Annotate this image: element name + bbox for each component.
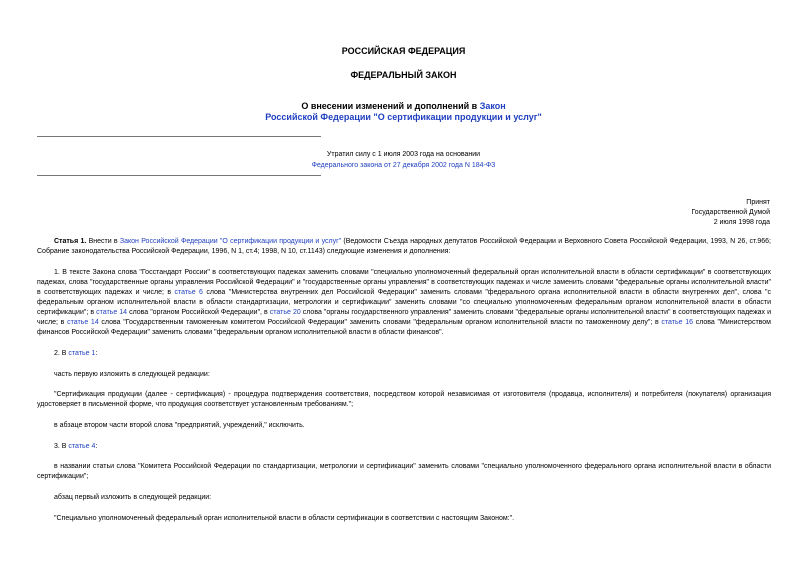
federation-heading: РОССИЙСКАЯ ФЕДЕРАЦИЯ [341,46,466,56]
article-16-link[interactable]: статье 16 [661,319,694,326]
law-title-link-1[interactable]: Закон [479,101,506,111]
article-1-text-1: Внести в [86,238,120,245]
item-3-heading [37,442,771,452]
item-1-paragraph [37,268,771,338]
law-type-heading: ФЕДЕРАЛЬНЫЙ ЗАКОН [350,70,457,80]
item-1-text-5: слова "Государственным таможенным комитетом Российской Федерации" заменить словами "федеральным органом исполнительной власти по таможенному делу"; в [98,319,662,326]
law-title-link-2[interactable]: Российской Федерации "О сертификации продукции и услуг" [265,112,542,122]
item-2-paragraph-2: "Сертификация продукции (далее - сертификация) - процедура подтверждения соответствия, посредством которой независимая от изготовителя (продавца, исполнителя) и потребителя (покупателя) организация удостоверяет в письменной форме, что продукция соответствует установленным требованиям."; [37,391,771,408]
item-2-text-2: : [95,350,98,357]
item-3-text-2: : [95,443,98,450]
item-1-text-4: слова "органы государственного управления" заменить словами "федеральные органы исполнительной власти" в соответствующих падежах и числе; в [37,309,771,326]
top-divider [37,136,321,137]
article-1-link[interactable]: статье 1 [68,350,96,357]
article-6-link[interactable]: статье 6 [174,289,203,296]
item-2-text-1: 2. В [54,350,69,357]
law-title [0,101,807,123]
item-1-text-3: слова "органом Российской Федерации", в [127,309,270,316]
accepted-line-1: Принят [746,199,770,206]
item-3-paragraph-3: "Специально уполномоченный федеральный орган исполнительной власти в области сертификации в соответствии с настоящим Законом:". [54,515,515,522]
accepted-block [691,198,770,228]
item-1-text-1: 1. В тексте Закона слова "Госстандарт России" в соответствующих падежах заменить словами "специально уполномоченный федеральный орган исполнительной власти в области сертификации" в соответствующих падежах, слова "государственные органы управления Российской Федерации" и "государственные органы управления" в соответствующих падежах и числе заменить словами "федеральные органы исполнительной власти" в соответствующих падежах и числе; в [37,269,771,296]
article-14-link-1[interactable]: статье 14 [96,309,128,316]
article-20-link[interactable]: статье 20 [269,309,301,316]
status-line-1: Утратил силу с 1 июля 2003 года на основании [326,151,481,158]
item-3-text-1: 3. В [54,443,69,450]
article-1-text-2: (Ведомости Съезда народных депутатов Российской Федерации и Верховного Совета Российской Федерации, 1993, N 26, ст.966; Собрание законодательства Российской Федерации, 1996, N 1, ст.4; 1998, N 10, ст.1143) следующие изменения и дополнения: [37,238,771,255]
article-1-label: Статья 1. [54,238,87,245]
item-3-paragraph-1: в названии статьи слова "Комитета Российской Федерации по стандартизации, метрологии и сертификации" заменить словами "специально уполномоченного федерального органа исполнительной власти в области сертификации"; [37,463,771,480]
article-4-link[interactable]: статье 4 [68,443,96,450]
item-2-paragraph-3: в абзаце втором части второй слова "предприятий, учреждений," исключить. [54,422,305,429]
item-1-text-6: слова "Министерством финансов Российской Федерации" заменить словами "федеральным органом исполнительной власти в области финансов". [37,319,771,336]
article-14-link-2[interactable]: статье 14 [67,319,99,326]
law-title-text: О внесении изменений и дополнений в [301,101,480,111]
accepted-line-3: 2 июля 1998 года [713,219,770,226]
accepted-line-2: Государственной Думой [691,209,770,216]
article-1-law-link[interactable]: Закон Российской Федерации "О сертификации продукции и услуг" [119,238,342,245]
item-2-heading [37,349,771,359]
item-1-text-2: слова "Министерства внутренних дел Российской Федерации" заменить словами "федерального органа исполнительной власти в области внутренних дел", слова "с федеральным органом исполнительной власти в области стандартизации, метрологии и сертификации" заменить словами "со специально уполномоченным федеральным органом исполнительной власти в области сертификации"; в [37,289,771,316]
bottom-divider [37,175,321,176]
article-1-paragraph [37,237,771,257]
repeal-law-link[interactable]: Федерального закона от 27 декабря 2002 года N 184-ФЗ [311,162,496,169]
item-2-paragraph-1: часть первую изложить в следующей редакции: [54,371,210,378]
item-3-paragraph-2: абзац первый изложить в следующей редакции: [54,494,212,501]
